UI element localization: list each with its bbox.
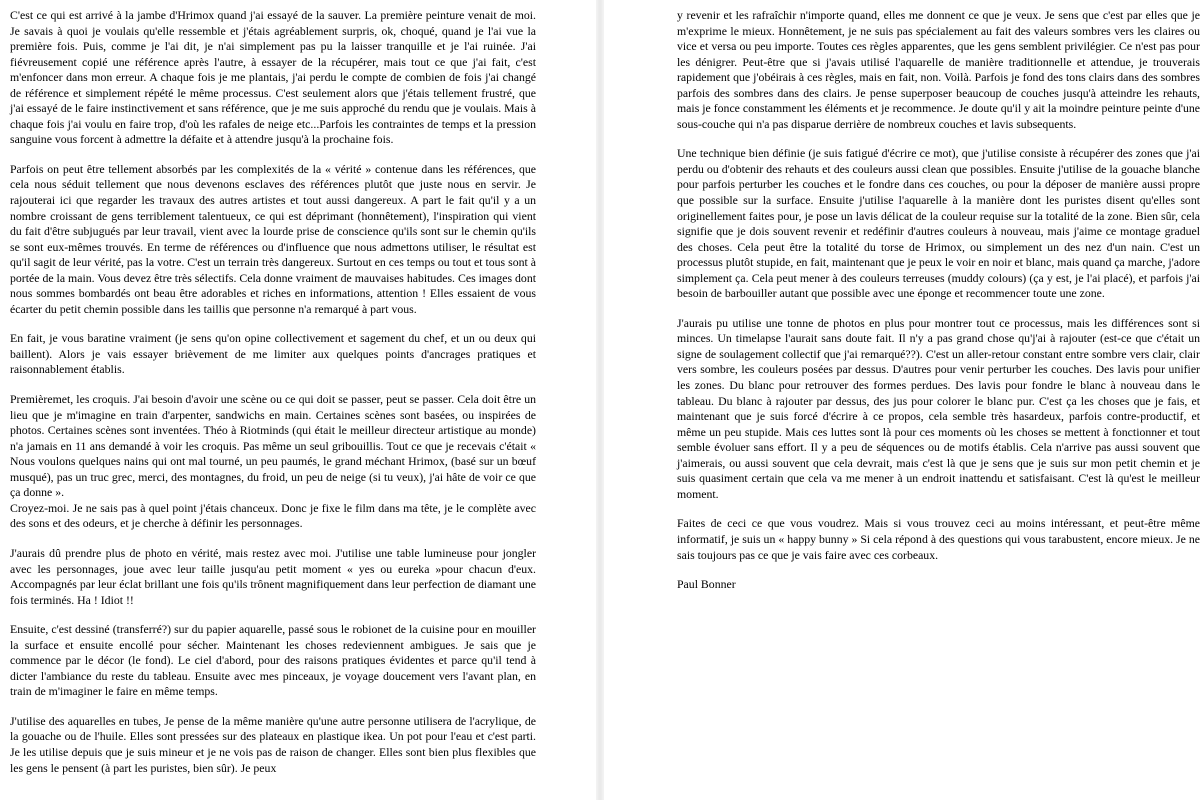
paragraph: Premièremet, les croquis. J'ai besoin d'avoir une scène ou ce qui doit se passer, peut se passer. Cela doit être un lieu que je m'imagine en train d'arpenter, sandwichs en main. Certaines scènes sont basées, ou inspirées de photos. Certaines scènes sont inventées. Théo à Riotminds (qui était le meilleur directeur artistique au monde) n'a jamais en 11 ans demandé à voir les croquis. Pas même un seul gribouillis. Tout ce que je recevais c'était « Nous voulons quelques nains qui ont mal tourné, un peu paumés, le grand méchant Hrimox, (basé sur un bœuf musqué), pas un truc grec, merci, des montagnes, du froid, un peu de neige (si tu veux), j'ai hâte de voir ce que ça donne ». — [10, 392, 536, 500]
left-page-text — [10, 8, 536, 790]
paragraph: Parfois on peut être tellement absorbés par les complexités de la « vérité » contenue dans les références, que cela nous séduit tellement que nous devenons esclaves des références plutôt que juste nous en servir. Je rajouterai ici que regarder les travaux des autres artistes et tout aussi dangereux. A part le fait qu'il y a un nombre croissant de gens terriblement talentueux, ce qui est déprimant (honnêtement), l'inspiration qui vient du fait d'être subjugués par leur travail, vient avec la lourde prise de conscience qu'ils sont sur le chemin qu'ils se sont eux-mêmes trouvés. En terme de références ou d'influence que nous admettons utiliser, le résultat est qu'il sagit de leur vérité, pas la votre. C'est un terrain très dangereux. Surtout en ces temps ou tout et tous sont à portée de la main. Vous devez être très sélectifs. Cela donne vraiment de mauvaises habitudes. Ces images dont nous sommes bombardés ont beau être adorables et riches en informations, attention ! Elles essaient de vous écarter du petit chemin possible dans les taillis que personne n'a remarqué à part vous. — [10, 161, 536, 316]
paragraph: En fait, je vous baratine vraiment (je sens qu'on opine collectivement et sagement du chef, et un ou deux qui baillent). Alors je vais essayer brièvement de me limiter aux quelques points d'ancrages pratiques et raisonnablement établis. — [10, 331, 536, 377]
paragraph: C'est ce qui est arrivé à la jambe d'Hrimox quand j'ai essayé de la sauver. La première peinture venait de moi. Je savais à quoi je voulais qu'elle ressemble et j'étais agréablement surpris, ok, choqué, quand je l'ai vue la première fois. Puis, comme je l'ai dit, je n'ai simplement pas pu la laisser tranquille et je l'ai ruinée. J'ai fiévreusement copié une référence après l'autre, à essayer de la récupérer, mais tout ce que j'ai fait, c'est m'enfoncer dans mon erreur. A chaque fois je me plantais, j'ai perdu le compte de combien de fois j'ai changé de référence et simplement répété le même processus. C'est seulement alors que j'étais tellement frustré, que j'ai essayé de le faire instinctivement et sans référence, que je me suis approché du rendu que je voulais. Mais à chaque fois j'ai voulu en faire trop, d'où les rafales de neige etc...Parfois les contraintes de temps et la pression sanguine vous forcent à admettre la défaite et à attendre jusqu'à la prochaine fois. — [10, 8, 536, 147]
paragraph: Ensuite, c'est dessiné (transferré?) sur du papier aquarelle, passé sous le robionet de la cuisine pour en mouiller la surface et ensuite encollé pour sécher. Maintenant les choses redeviennent ambigues. Je sais que je commence par le décor (le fond). Le ciel d'abord, pour des raisons pratiques évidentes et parce qu'il tend à dicter l'ambiance du reste du tableau. Ensuite avec mes pinceaux, je voyage doucement vers l'avant plan, en train de m'imaginer le faire en même temps. — [10, 622, 536, 699]
author-signature: Paul Bonner — [677, 577, 736, 592]
paragraph: J'aurais dû prendre plus de photo en vérité, mais restez avec moi. J'utilise une table lumineuse pour jongler avec les personnages, joue avec leur taille jusqu'au petit moment « yes ou eureka »pour chacun d'eux. Accompagnés par leur éclat brillant une fois qu'ils trônent magnifiquement dans leur perfection de diamant une fois terminés. Ha ! Idiot !! — [10, 545, 536, 607]
paragraph: Une technique bien définie (je suis fatigué d'écrire ce mot), que j'utilise consiste à récupérer des zones que j'ai perdu ou d'obtenir des rehauts et des couleurs aussi clean que possibles. Ensuite j'utilise de la gouache blanche pour parfois perturber les couches et le fondre dans ces couches, ou pour la déposer de manière aussi propre que possible sur la surface. Ensuite j'utilise l'aquarelle à la manière dont les puristes disent qu'elles sont originellement faites pour, je pose un lavis délicat de la couleur requise sur la totalité de la zone. Bien sûr, cela signifie que je dois souvent revenir et redéfinir d'autres couleurs à nouveau, mais j'aime ce montage graduel des choses. Cela peut être la totalité du torse de Hrimox, ou simplement un des nez d'un nain. C'est un processus plutôt stupide, en fait, maintenant que je peux le voir en noir et blanc, mais quand ça marche, j'adore simplement ça. Cela peut mener à des couleurs terreuses (muddy colours) (ça y est, je l'ai placé), et parfois j'ai besoin de barbouiller autant que possible avec une éponge et recommencer toute une zone. — [677, 146, 1200, 301]
paragraph: J'utilise des aquarelles en tubes, Je pense de la même manière qu'une autre personne utilisera de l'acrylique, de la gouache ou de l'huile. Elles sont pressées sur des plateaux en plastique ikea. Un pot pour l'eau et c'est parti. Je les utilise depuis que je suis mineur et je ne vois pas de raison de changer. Elles sont bien plus flexibles que les gens le pensent (à part les puristes, bien sûr). Je peux — [10, 713, 536, 775]
paragraph: Croyez-moi. Je ne sais pas à quel point j'étais chanceux. Donc je fixe le film dans ma tête, je le complète avec des sons et des odeurs, et je cherche à définir les personnages. — [10, 500, 536, 531]
paragraph: y revenir et les rafraîchir n'importe quand, elles me donnent ce que je veux. Je sens que c'est par elles que je m'exprime le mieux. Honnêtement, je ne suis pas spécialement au fait des valeurs sombres vers les claires ou vice et versa ou peu importe. Toutes ces règles apparentes, que les gens semblent privilégier. Ce n'est pas pour les dénigrer. Peut-être que si j'avais utilisé l'aquarelle de manière traditionnelle et attendue, je trouverais rapidement que j'obéirais à ces règles, mais en fait, non. Voilà. Parfois je fond des tons clairs dans des sombres parfois des sombres dans des clairs. Je pense superposer beaucoup de couches jusqu'à atteindre les rehauts, mais je fonce constamment les éléments et je recommence. Je doute qu'il y ait la moindre peinture peinte d'une sous-couche qui n'a pas disparue derrière de nombreux couches et lavis subsequents. — [677, 8, 1200, 131]
paragraph: Faites de ceci ce que vous voudrez. Mais si vous trouvez ceci au moins intéressant, et peut-être même informatif, je suis un « happy bunny » Si cela répond à des questions qui vous tarabustent, encore mieux. Je ne sais toujours pas ce que je vais faire avec ces corbeaux. — [677, 516, 1200, 562]
right-page-text — [677, 8, 1200, 607]
paragraph: J'aurais pu utilise une tonne de photos en plus pour montrer tout ce processus, mais les différences sont si minces. Un timelapse l'aurait sans doute fait. Il n'y a pas grand chose qu'j'ai à rajouter (est-ce que c'était un signe de soulagement collectif que j'ai remarqué??). C'est un aller-retour constant entre sombre vers clair, clair vers sombre, les couleurs posées par dessus. D'autres pour venir perturber les couches. Des lavis pour unifier les zones. Du blanc pour retrouver des formes perdues. Des lavis pour fondre le blanc à nouveau dans le tableau. Du blanc à rajouter par dessus, des jus pour colorer le blanc pur. C'est ça les choses que je fais, et maintenant que je suis forcé d'écrire à ce propos, cela semble très hasardeux, parfois contre-productif, et même un peu stupide. Mais ces luttes sont là pour ces moments où les choses se mettent à fonctionner et tout semble évoluer sans effort. Il y a peu de séquences ou de motifs établis. Cela n'arrive pas aussi souvent que j'aimerais, ou aussi souvent que cela devrait, mais c'est là que je sens que je suis sur mon petit chemin et je suis quasiment certain que cela va me mener à un endroit inattendu et satisfaisant. C'est là qu'est le meilleur moment. — [677, 315, 1200, 501]
right-page — [600, 0, 1200, 800]
